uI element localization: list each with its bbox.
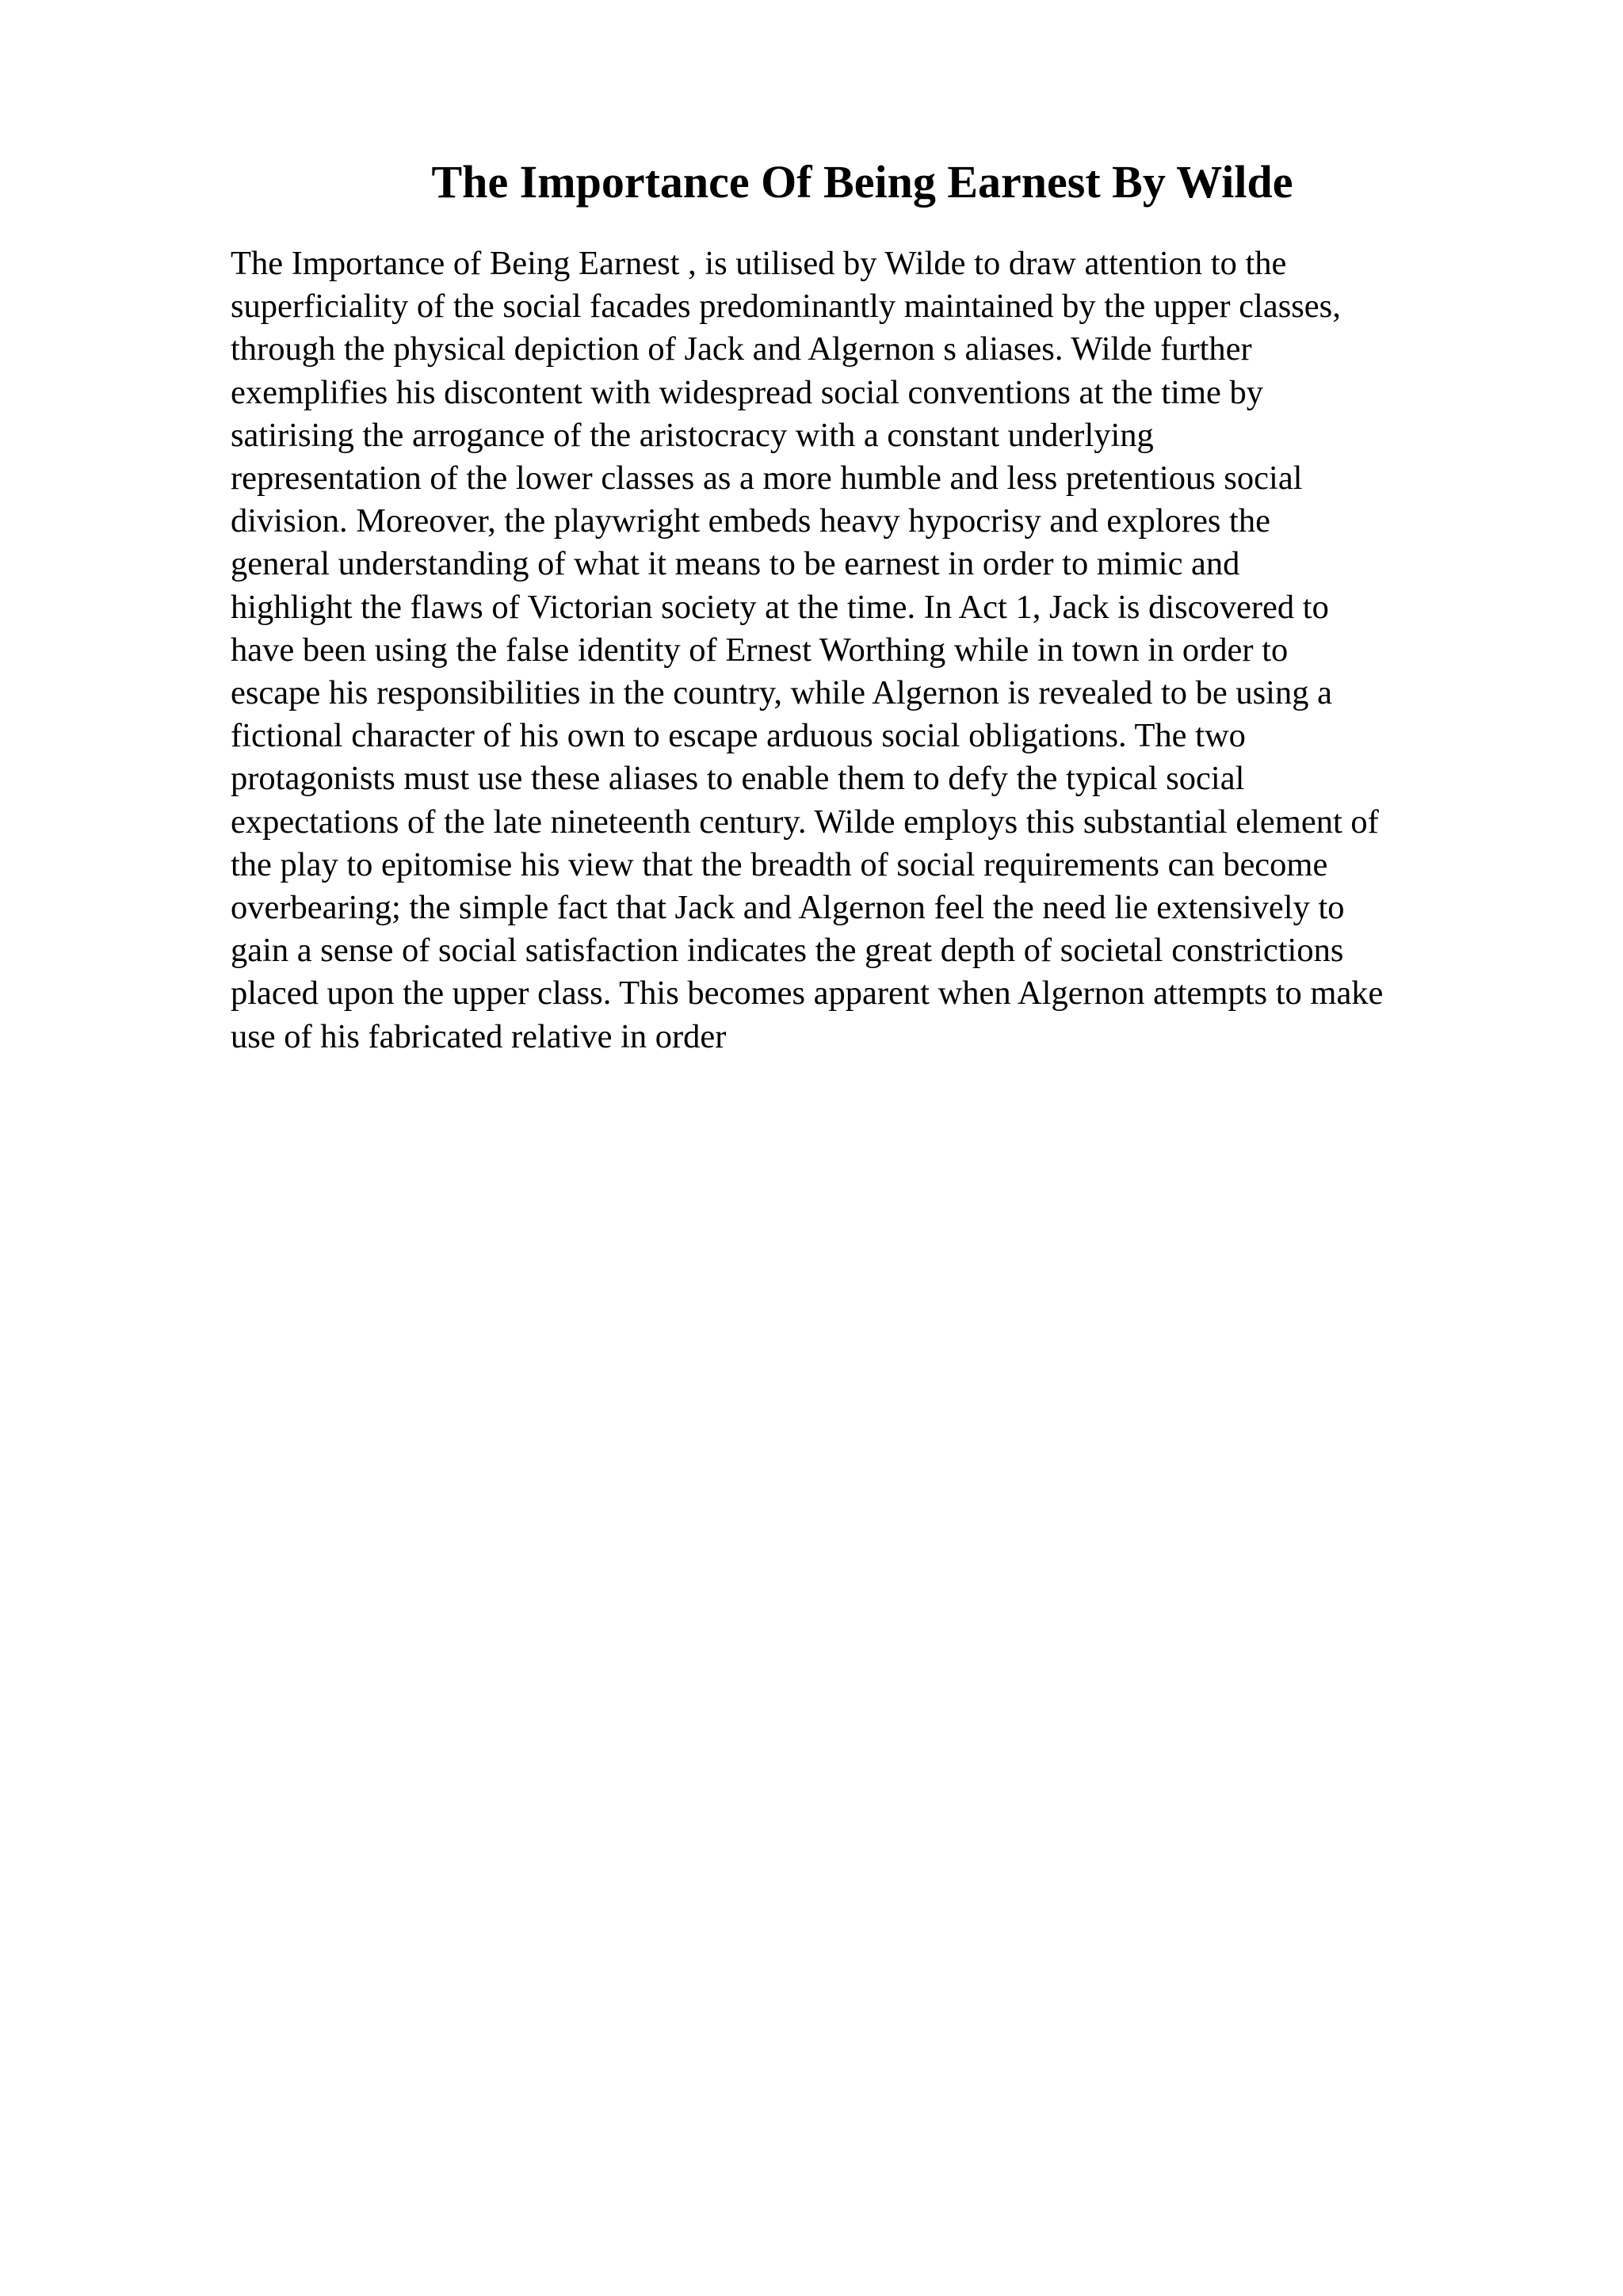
body-line: protagonists must use these aliases to enable them to defy the typical social	[231, 760, 1245, 798]
body-line: escape his responsibilities in the country, while Algernon is revealed to be using a	[231, 674, 1332, 712]
body-line: overbearing; the simple fact that Jack and Algernon feel the need lie extensively to	[231, 889, 1345, 927]
body-line: superficiality of the social facades predominantly maintained by the upper classes,	[231, 288, 1341, 326]
body-line: fictional character of his own to escape arduous social obligations. The two	[231, 717, 1246, 755]
body-line: through the physical depiction of Jack and Algernon s aliases. Wilde further	[231, 330, 1252, 368]
document-body	[231, 242, 1514, 1058]
body-line: gain a sense of social satisfaction indicates the great depth of societal constrictions	[231, 932, 1344, 970]
body-line: division. Moreover, the playwright embeds heavy hypocrisy and explores the	[231, 502, 1270, 540]
body-line: use of his fabricated relative in order	[231, 1017, 727, 1055]
body-line: highlight the flaws of Victorian society at the time. In Act 1, Jack is discovered to	[231, 588, 1329, 626]
body-line: the play to epitomise his view that the breadth of social requirements can become	[231, 845, 1328, 883]
body-line: general understanding of what it means to be earnest in order to mimic and	[231, 545, 1240, 583]
body-line: The Importance of Being Earnest , is utilised by Wilde to draw attention to the	[231, 245, 1287, 282]
body-line: exemplifies his discontent with widespread social conventions at the time by	[231, 373, 1264, 411]
body-line: representation of the lower classes as a more humble and less pretentious social	[231, 460, 1303, 498]
body-line: placed upon the upper class. This becomes apparent when Algernon attempts to make	[231, 974, 1384, 1013]
body-line: have been using the false identity of Ernest Worthing while in town in order to	[231, 631, 1289, 669]
document-title: The Importance Of Being Earnest By Wilde	[431, 156, 1293, 208]
body-line: expectations of the late nineteenth century. Wilde employs this substantial element of	[231, 803, 1379, 841]
body-line: satirising the arrogance of the aristocracy with a constant underlying	[231, 416, 1154, 454]
